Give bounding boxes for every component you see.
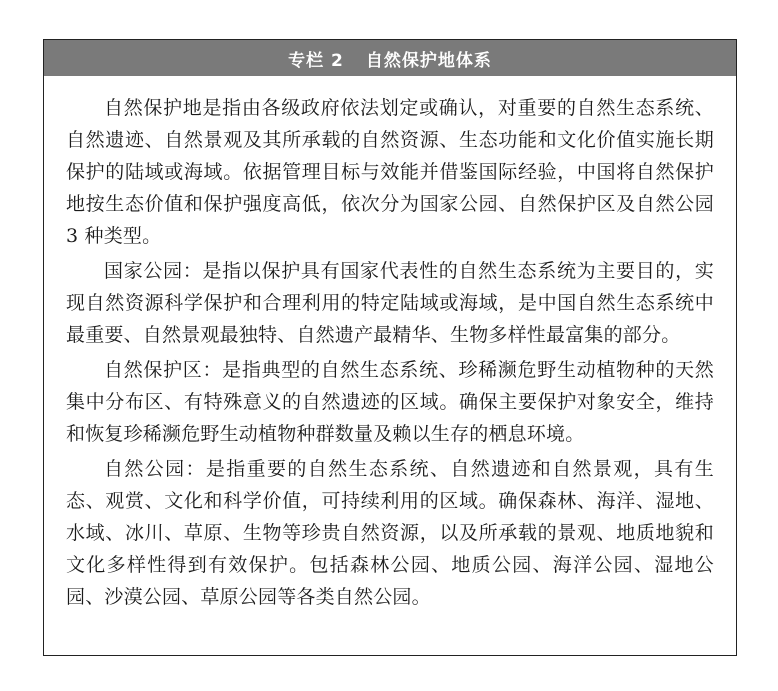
paragraph-nature-reserve: 自然保护区：是指典型的自然生态系统、珍稀濒危野生动植物种的天然集中分布区、有特殊意义的自然遗迹的区域。确保主要保护对象安全，维持和恢复珍稀濒危野生动植物种群数量及赖以生存的栖息环境。 (66, 359, 714, 445)
paragraph-national-park: 国家公园：是指以保护具有国家代表性的自然生态系统为主要目的，实现自然资源科学保护和合理利用的特定陆域或海域，是中国自然生态系统中最重要、自然景观最独特、自然遗产最精华、生物多样性最富集的部分。 (66, 260, 714, 346)
column-header (44, 40, 736, 76)
paragraph-intro: 自然保护地是指由各级政府依法划定或确认，对重要的自然生态系统、自然遗迹、自然景观及其所承载的自然资源、生态功能和文化价值实施长期保护的陆域或海域。依据管理目标与效能并借鉴国际经验，中国将自然保护地按生态价值和保护强度高低，依次分为国家公园、自然保护区及自然公园 3 种类型。 (66, 97, 714, 247)
column-label: 专栏 2 (288, 50, 344, 71)
column-body (44, 76, 736, 613)
column-title: 自然保护地体系 (365, 50, 492, 71)
paragraph-natural-park: 自然公园：是指重要的自然生态系统、自然遗迹和自然景观，具有生态、观赏、文化和科学价值，可持续利用的区域。确保森林、海洋、湿地、水域、冰川、草原、生物等珍贵自然资源，以及所承载的景观、地质地貌和文化多样性得到有效保护。包括森林公园、地质公园、海洋公园、湿地公园、沙漠公园、草原公园等各类自然公园。 (66, 458, 714, 608)
column-box (43, 39, 737, 656)
